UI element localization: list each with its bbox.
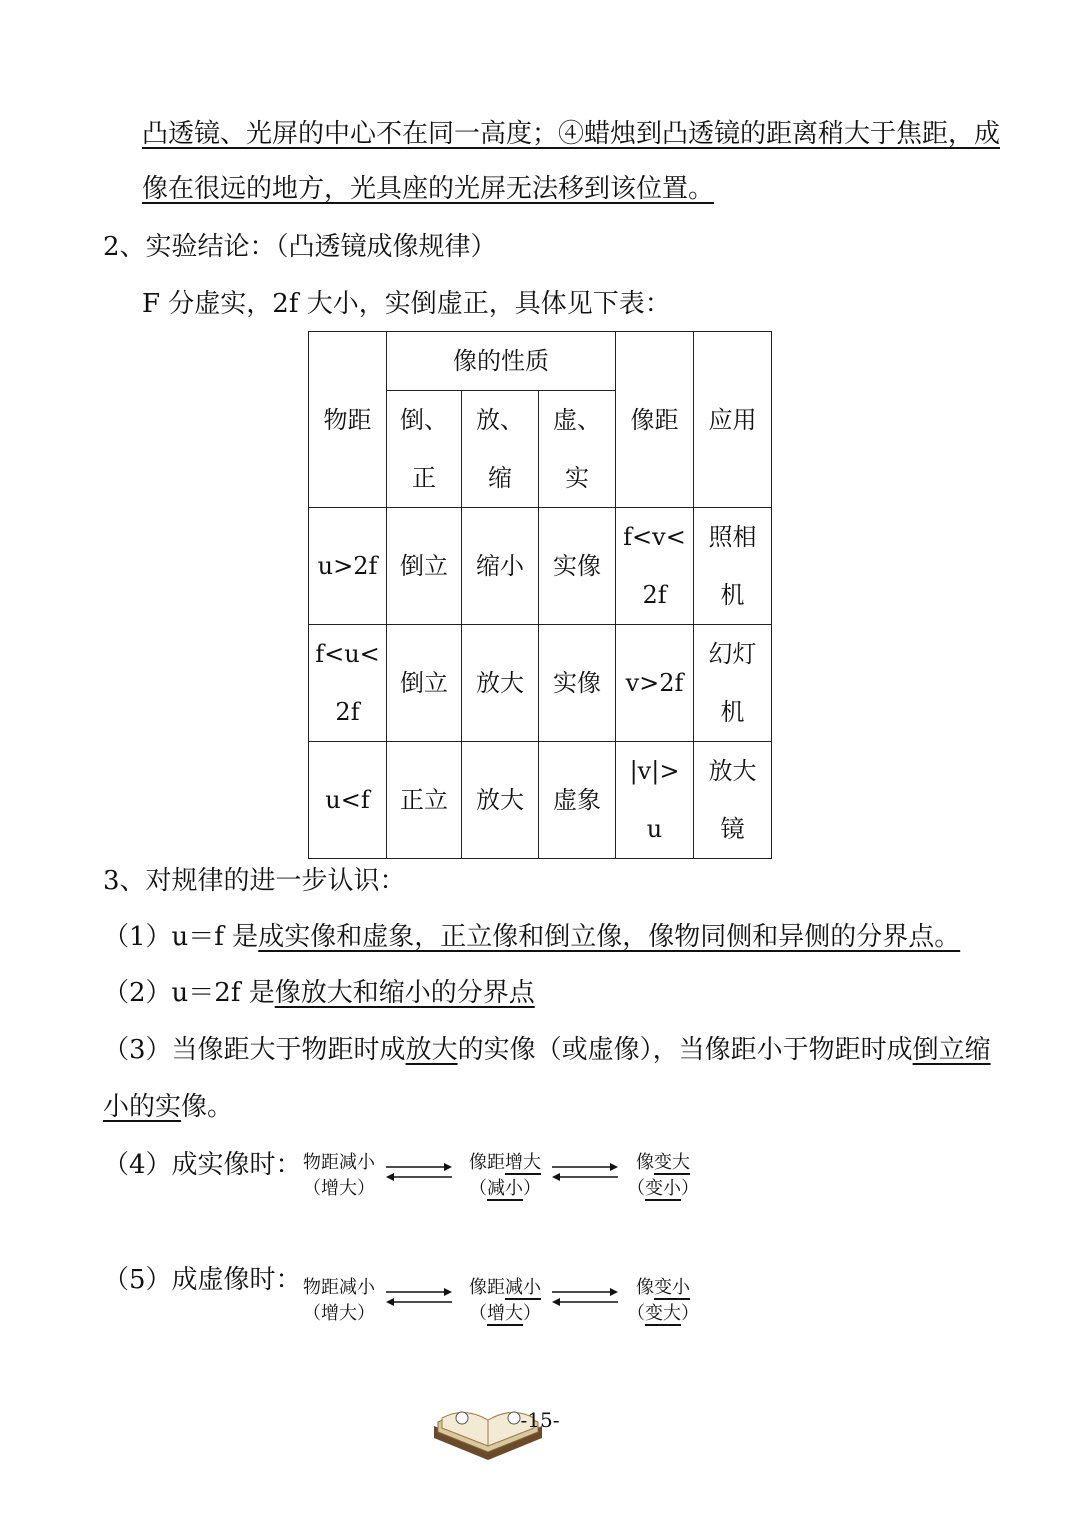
rule-1: （1）u＝f 是成实像和虚象，正立像和倒立像，像物同侧和异侧的分界点。 — [103, 922, 961, 952]
lens-rule-table — [308, 331, 772, 859]
double-arrow-icon — [550, 1161, 620, 1183]
real-image-flow — [0, 1148, 1080, 1208]
page-number: -15- — [520, 1408, 560, 1432]
cell-type: 虚象 — [539, 742, 616, 859]
cell-orientation: 倒立 — [387, 625, 462, 742]
header-image-properties: 像的性质 — [387, 332, 616, 391]
header-enlarged-reduced: 放、 缩 — [462, 391, 539, 508]
text-line-1: 凸透镜、光屏的中心不在同一高度；④蜡烛到凸透镜的距离稍大于焦距，成 — [142, 119, 1001, 149]
cell-orientation: 正立 — [387, 742, 462, 859]
cell-orientation: 倒立 — [387, 508, 462, 625]
header-image-distance: 像距 — [616, 332, 694, 508]
cell-size: 缩小 — [462, 508, 539, 625]
flow-node-object: 物距减小 （增大） — [303, 1277, 375, 1324]
cell-type: 实像 — [539, 508, 616, 625]
header-virtual-real: 虚、 实 — [539, 391, 616, 508]
flow-node-image-distance: 像距减小 （增大） — [469, 1277, 541, 1324]
cell-u: u<f — [309, 742, 387, 859]
cell-v: |v|> u — [616, 742, 694, 859]
table-row — [309, 508, 772, 625]
table-row — [309, 625, 772, 742]
double-arrow-icon — [550, 1286, 620, 1308]
cell-application: 照相 机 — [694, 508, 772, 625]
cell-u: f<u< 2f — [309, 625, 387, 742]
cell-v: f<v< 2f — [616, 508, 694, 625]
rule-3-cont: 小的实像。 — [103, 1092, 234, 1122]
table-row — [309, 742, 772, 859]
virtual-image-flow — [0, 1275, 1080, 1335]
cell-size: 放大 — [462, 742, 539, 859]
rule-2: （2）u＝2f 是像放大和缩小的分界点 — [103, 978, 535, 1008]
flow-node-image: 像变大 （变小） — [627, 1152, 699, 1199]
header-object-distance: 物距 — [309, 332, 387, 508]
rule-3: （3）当像距大于物距时成放大的实像（或虚像），当像距小于物距时成倒立缩 — [103, 1035, 991, 1065]
cell-application: 幻灯 机 — [694, 625, 772, 742]
cell-size: 放大 — [462, 625, 539, 742]
flow-node-image: 像变小 （变大） — [627, 1277, 699, 1324]
double-arrow-icon — [384, 1286, 454, 1308]
rule-4-label: （4）成实像时： — [103, 1150, 302, 1180]
cell-u: u>2f — [309, 508, 387, 625]
text-line-2: 像在很远的地方，光具座的光屏无法移到该位置。 — [142, 174, 715, 204]
section2-heading: 2、实验结论：（凸透镜成像规律） — [103, 232, 497, 262]
double-arrow-icon — [384, 1161, 454, 1183]
rule-5-label: （5）成虚像时： — [103, 1265, 302, 1295]
header-inverted-upright: 倒、 正 — [387, 391, 462, 508]
cell-type: 实像 — [539, 625, 616, 742]
header-application: 应用 — [694, 332, 772, 508]
cell-application: 放大 镜 — [694, 742, 772, 859]
flow-node-image-distance: 像距增大 （减小） — [469, 1152, 541, 1199]
section2-intro: F 分虚实，2f 大小，实倒虚正，具体见下表： — [142, 289, 671, 319]
cell-v: v>2f — [616, 625, 694, 742]
flow-node-object: 物距减小 （增大） — [303, 1152, 375, 1199]
section3-heading: 3、对规律的进一步认识： — [103, 866, 406, 896]
